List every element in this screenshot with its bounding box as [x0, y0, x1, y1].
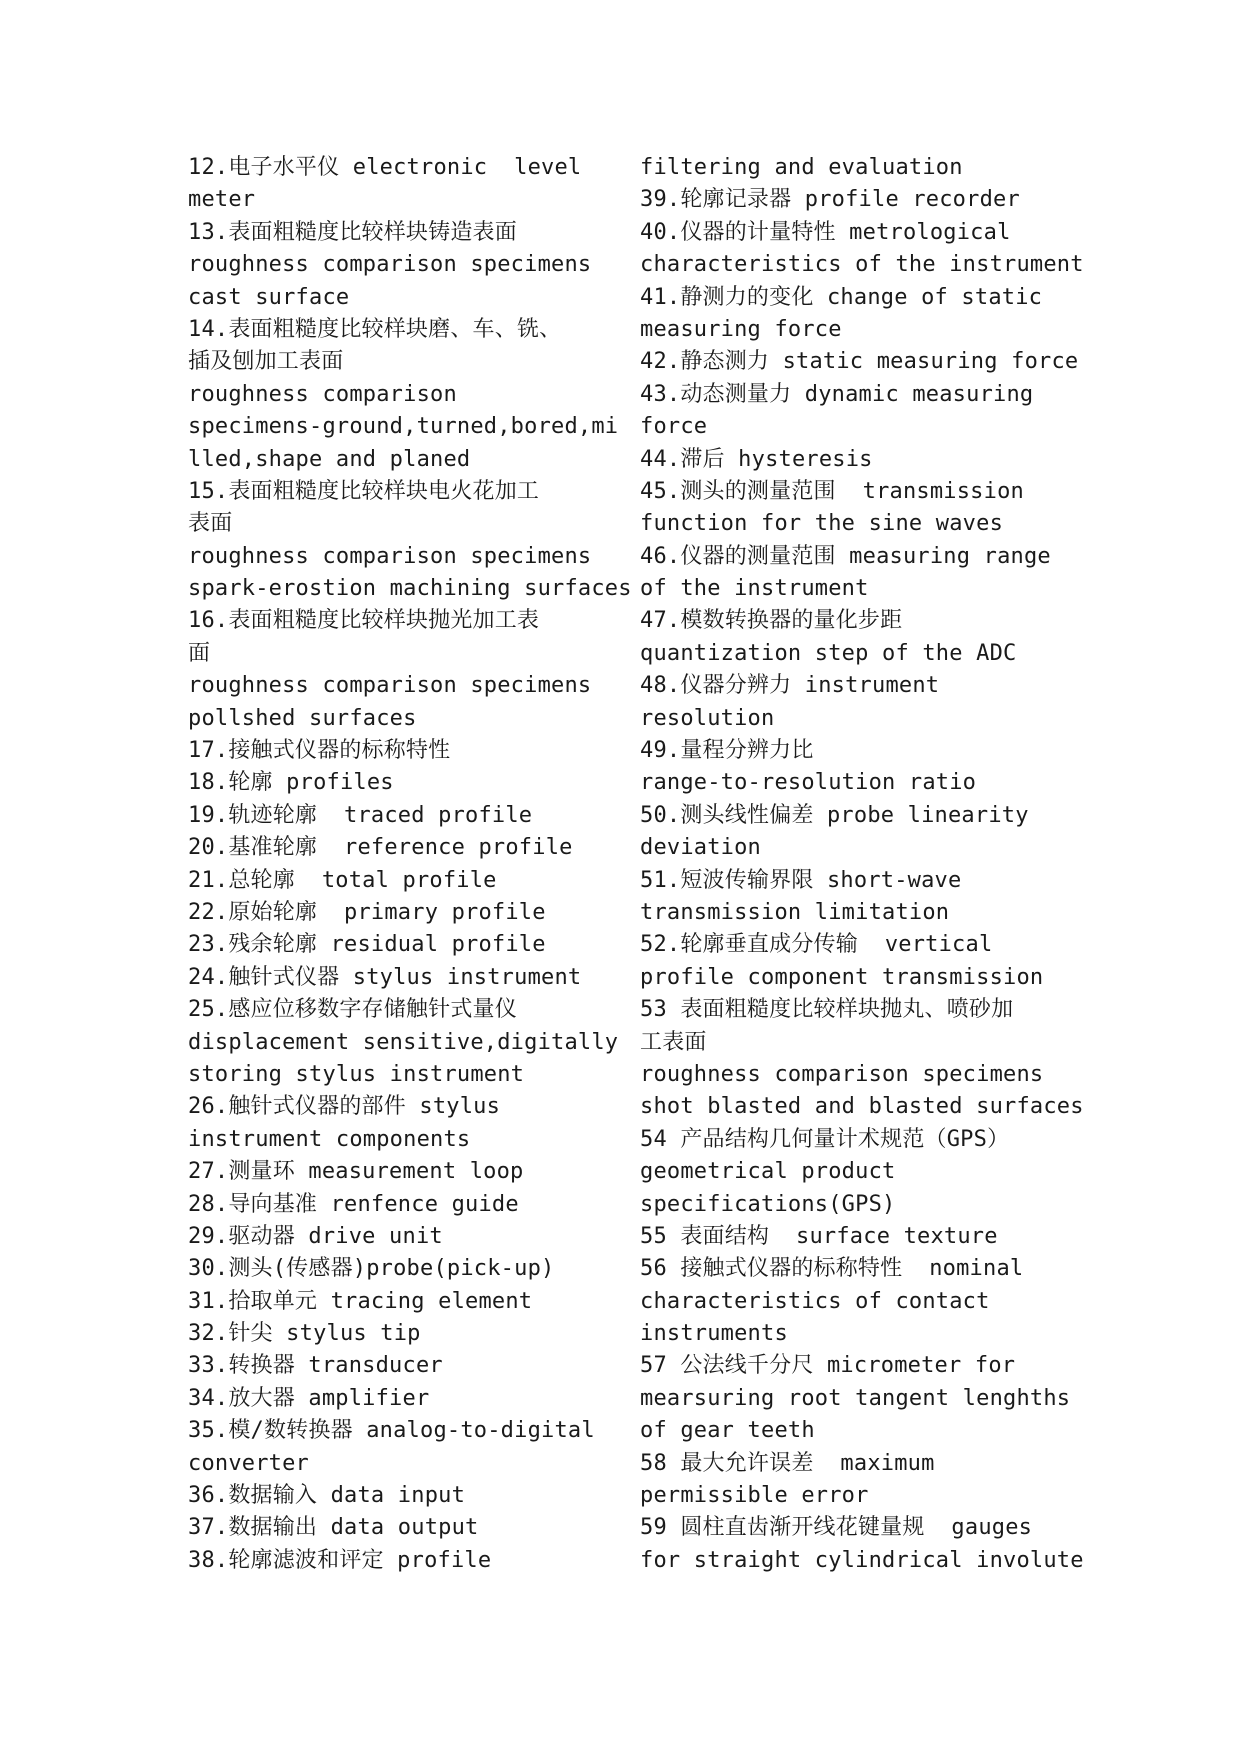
text-line: pollshed surfaces	[188, 705, 417, 731]
text-line: 23.残余轮廓 residual profile	[188, 932, 546, 958]
text-line: 28.导向基准 renfence guide	[188, 1191, 519, 1217]
text-line: specimens-ground,turned,bored,mi	[188, 414, 619, 440]
text-line: cast surface	[188, 284, 350, 310]
text-line: 24.触针式仪器 stylus instrument	[188, 964, 582, 990]
text-line: geometrical product	[640, 1159, 896, 1185]
text-line: displacement sensitive,digitally	[188, 1029, 619, 1055]
text-line: roughness comparison specimens	[188, 543, 592, 569]
text-line: 26.触针式仪器的部件 stylus	[188, 1094, 501, 1120]
text-line: meter	[188, 187, 256, 213]
text-line: 22.原始轮廓 primary profile	[188, 899, 546, 925]
text-line: function for the sine waves	[640, 511, 1004, 537]
text-line: 54 产品结构几何量计术规范（GPS）	[640, 1126, 1010, 1152]
text-line: resolution	[640, 705, 775, 731]
text-line: transmission limitation	[640, 899, 950, 925]
text-line: instruments	[640, 1321, 788, 1347]
text-line: spark-erostion machining surfaces	[188, 576, 632, 602]
text-line: 25.感应位移数字存储触针式量仪	[188, 997, 517, 1023]
text-line: 45.测头的测量范围 transmission	[640, 478, 1024, 504]
text-line: 46.仪器的测量范围 measuring range	[640, 543, 1051, 569]
text-line: deviation	[640, 835, 762, 861]
text-line: of gear teeth	[640, 1418, 815, 1444]
right-column	[640, 152, 1084, 1577]
text-line: 42.静态测力 static measuring force	[640, 349, 1079, 375]
text-line: 41.静测力的变化 change of static	[640, 284, 1043, 310]
text-line: profile component transmission	[640, 964, 1044, 990]
text-line: 18.轮廓 profiles	[188, 770, 394, 796]
text-line: 29.驱动器 drive unit	[188, 1223, 443, 1249]
text-line: 56 接触式仪器的标称特性 nominal	[640, 1256, 1024, 1282]
text-line: mearsuring root tangent lenghths	[640, 1385, 1071, 1411]
text-line: of the instrument	[640, 576, 869, 602]
text-line: 52.轮廓垂直成分传输 vertical	[640, 932, 993, 958]
text-line: characteristics of contact	[640, 1288, 990, 1314]
text-line: 面	[188, 640, 211, 666]
text-line: measuring force	[640, 316, 842, 342]
text-line: 插及刨加工表面	[188, 349, 344, 375]
text-line: 57 公法线千分尺 micrometer for	[640, 1353, 1016, 1379]
text-line: 55 表面结构 surface texture	[640, 1223, 998, 1249]
text-line: quantization step of the ADC	[640, 640, 1017, 666]
text-line: shot blasted and blasted surfaces	[640, 1094, 1084, 1120]
text-line: 35.模/数转换器 analog-to-digital	[188, 1418, 595, 1444]
text-line: for straight cylindrical involute	[640, 1547, 1084, 1573]
text-line: 48.仪器分辨力 instrument	[640, 673, 940, 699]
text-line: 43.动态测量力 dynamic measuring	[640, 381, 1034, 407]
text-line: 21.总轮廓 total profile	[188, 867, 497, 893]
text-line: 13.表面粗糙度比较样块铸造表面	[188, 219, 517, 245]
text-line: 44.滞后 hysteresis	[640, 446, 873, 472]
text-line: 14.表面粗糙度比较样块磨、车、铣、	[188, 316, 562, 342]
text-line: 58 最大允许误差 maximum	[640, 1450, 935, 1476]
text-line: specifications(GPS)	[640, 1191, 896, 1217]
text-line: 30.测头(传感器)probe(pick-up)	[188, 1256, 555, 1282]
text-line: 39.轮廓记录器 profile recorder	[640, 187, 1020, 213]
text-line: 47.模数转换器的量化步距	[640, 608, 903, 634]
text-line: storing stylus instrument	[188, 1061, 525, 1087]
text-line: 33.转换器 transducer	[188, 1353, 443, 1379]
text-line: 31.拾取单元 tracing element	[188, 1288, 533, 1314]
text-line: 工表面	[640, 1029, 707, 1055]
text-line: 51.短波传输界限 short-wave	[640, 867, 962, 893]
text-line: 36.数据输入 data input	[188, 1483, 466, 1509]
text-line: 38.轮廓滤波和评定 profile	[188, 1547, 492, 1573]
text-line: 37.数据输出 data output	[188, 1515, 479, 1541]
text-line: roughness comparison specimens	[188, 252, 592, 278]
text-line: 表面	[188, 511, 233, 537]
text-line: permissible error	[640, 1483, 869, 1509]
text-line: instrument components	[188, 1126, 471, 1152]
text-line: 50.测头线性偏差 probe linearity	[640, 802, 1029, 828]
text-line: converter	[188, 1450, 310, 1476]
left-column	[188, 152, 632, 1577]
text-line: 19.轨迹轮廓 traced profile	[188, 802, 533, 828]
text-line: roughness comparison	[188, 381, 457, 407]
text-line: 40.仪器的计量特性 metrological	[640, 219, 1011, 245]
text-line: 16.表面粗糙度比较样块抛光加工表	[188, 608, 540, 634]
text-line: characteristics of the instrument	[640, 252, 1084, 278]
text-line: 15.表面粗糙度比较样块电火花加工	[188, 478, 540, 504]
text-line: 27.测量环 measurement loop	[188, 1159, 524, 1185]
text-line: 49.量程分辨力比	[640, 738, 814, 764]
text-line: 34.放大器 amplifier	[188, 1385, 430, 1411]
text-line: filtering and evaluation	[640, 155, 963, 180]
text-line: roughness comparison specimens	[640, 1061, 1044, 1087]
text-line: 17.接触式仪器的标称特性	[188, 738, 451, 764]
text-line: 59 圆柱直齿渐开线花键量规 gauges	[640, 1515, 1033, 1541]
text-line: range-to-resolution ratio	[640, 770, 977, 796]
text-line: roughness comparison specimens	[188, 673, 592, 699]
text-line: 20.基准轮廓 reference profile	[188, 835, 573, 861]
text-line: lled,shape and planed	[188, 446, 471, 472]
text-line: 53 表面粗糙度比较样块抛丸、喷砂加	[640, 997, 1014, 1023]
text-line: force	[640, 414, 708, 440]
text-line: 12.电子水平仪 electronic level	[188, 155, 582, 180]
text-line: 32.针尖 stylus tip	[188, 1321, 421, 1347]
